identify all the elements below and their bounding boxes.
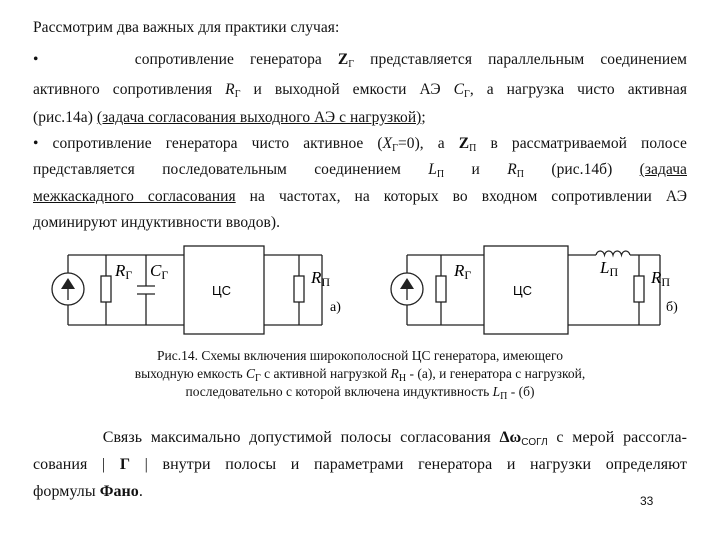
text-fragment: сопротивление генератора [134,51,338,68]
bullet2-line2 [33,160,687,179]
underlined-text: (задача согласования выходного АЭ с нагрузкой) [96,109,422,126]
text-fragment: на частотах, на которых во входном сопротивлении АЭ [235,188,687,205]
text-fragment: доминируют индуктивности вводов). [33,214,281,231]
resistor-rg-b [436,276,446,302]
subscript: Г [392,143,398,154]
symbol-delta-omega: Δω [499,429,522,446]
symbol-r: R [507,161,517,178]
symbol-l: L [492,384,501,399]
symbol-c: C [453,81,465,98]
text-fragment: ; [421,109,426,126]
text-fragment: последовательно с которой включена индуктивность [185,384,493,399]
text-fragment: в рассматриваемой полосе [476,135,687,152]
capacitor-cg-a [137,286,155,294]
text-fragment: сования | [33,456,120,473]
symbol-l: L [428,161,437,178]
bullet-marker: • [33,51,39,68]
inductor-lp-b [596,251,630,255]
bullet2-line3 [33,187,687,206]
subscript: Г [464,89,470,100]
text-fragment: выходную емкость [134,366,246,381]
text-fragment: (рис.14б) [524,161,640,178]
subscript: П [436,169,445,180]
para2-line2 [33,455,687,474]
text-fragment: =0), а [398,135,459,152]
text-fragment: представляется последовательным соединением [33,161,429,178]
resistor-rg-a [101,276,111,302]
subscript: П [500,391,508,402]
text-fragment: с мерой рассогла- [547,429,687,446]
subscript: Н [398,373,407,384]
symbol-z: Z [337,51,349,68]
caption-line3 [60,383,660,401]
figure-14-circuits [0,240,720,340]
caption-line1: Рис.14. Схемы включения широкополосной ЦС генератора, имеющего [157,348,563,363]
underlined-text: межкаскадного согласования [33,188,236,205]
label-rp-a: RП [311,268,331,289]
figure-caption [60,347,660,401]
label-box-a: ЦС [212,283,232,298]
symbol-r: R [390,366,399,381]
label-rg-b: RГ [454,261,472,282]
label-cg-a: CГ [150,261,169,282]
para2-line3 [33,482,687,501]
label-rp-b: RП [651,268,671,289]
subscript: П [516,169,525,180]
symbol-c: C [246,366,256,381]
resistor-rp-b [634,276,644,302]
text-fragment: (рис.14а) [33,109,97,126]
label-box-b: ЦС [513,283,533,298]
page-number: 33 [640,494,654,508]
bullet1-line2 [33,80,687,99]
bullet1-line1 [33,50,687,69]
text-fragment: и выходной емкости АЭ [240,81,454,98]
symbol-gamma: Г [119,456,131,473]
text-fragment: Связь максимально допустимой полосы согласования [102,429,500,446]
subscript: Г [234,89,241,100]
text-fragment: | внутри полосы и параметрами генератора и нагрузки определяют [130,456,687,473]
bullet1-line3 [33,108,687,127]
text-fragment: активного сопротивления [33,81,226,98]
text-fragment: и [444,161,508,178]
text-fragment: представляется параллельным соединением [354,51,688,68]
text-fragment: • сопротивление генератора чисто активное ( [33,135,383,152]
underlined-text: (задача [639,161,687,178]
para2-line1 [33,428,687,447]
text-fragment: с активной нагрузкой [260,366,391,381]
symbol-x: X [382,135,393,152]
label-lp-b: LП [600,258,619,279]
fano-term: Фано [99,483,139,500]
tag-a: а) [330,300,341,315]
intro-text: Рассмотрим два важных для практики случая: [33,19,340,36]
subscript: Г [348,59,355,70]
text-fragment: формулы [33,483,100,500]
bullet2-line4 [33,213,687,232]
text-fragment: . [138,483,143,500]
subscript: Г [255,373,261,384]
subscript: П [469,143,477,154]
symbol-z: Z [458,135,470,152]
resistor-rp-a [294,276,304,302]
tag-b: б) [666,300,678,315]
caption-line2 [60,365,660,383]
text-fragment: , а нагрузка чисто активная [469,81,687,98]
bullet2-line1 [33,134,687,153]
text-fragment: - (а), и генератора с нагрузкой, [406,366,586,381]
subscript: СОГЛ [521,437,548,448]
symbol-r: R [225,81,235,98]
label-rg-a: RГ [115,261,133,282]
text-fragment: - (б) [507,384,535,399]
